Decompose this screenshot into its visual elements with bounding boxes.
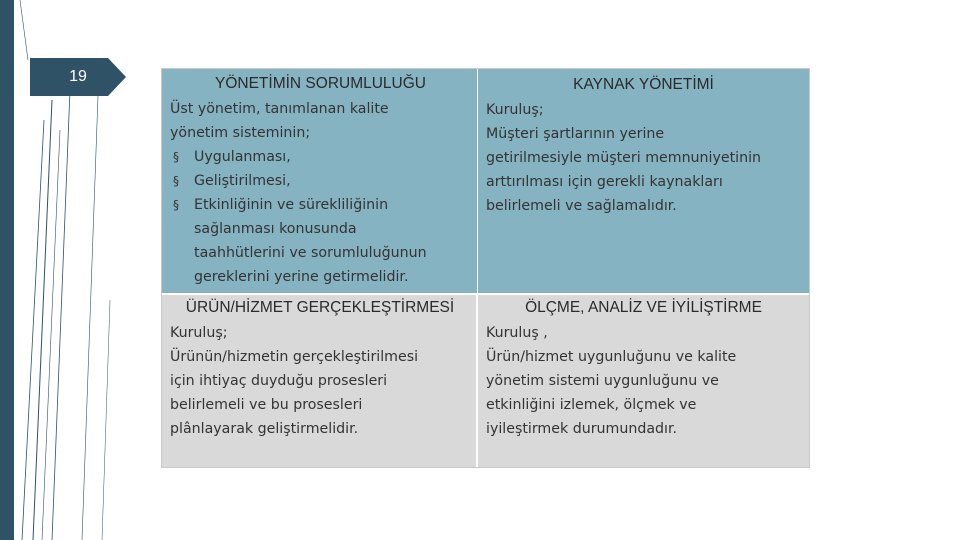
cell-line: Ürünün/hizmetin gerçekleştirilmesi — [170, 349, 419, 365]
cell-line: getirilmesiyle müşteri memnuniyetinin — [486, 150, 762, 166]
bullet-text: taahhütlerini ve sorumluluğunun — [194, 245, 427, 261]
bullet-text: Geliştirilmesi, — [194, 173, 291, 189]
bullet-marker: § — [173, 174, 179, 188]
cell-title: ÖLÇME, ANALİZ VE İYİLİŞTİRME — [525, 299, 762, 316]
list-item — [170, 145, 471, 169]
cell-line: belirlemeli ve bu prosesleri — [170, 397, 363, 413]
cell-title: YÖNETİMİN SORUMLULUĞU — [215, 75, 426, 92]
intro-line: Üst yönetim, tanımlanan kalite — [170, 101, 389, 117]
cell-resource-management — [478, 69, 809, 293]
bullet-text: Etkinliğinin ve sürekliliğinin — [194, 197, 389, 213]
cell-line: yönetim sistemi uygunluğunu ve — [486, 373, 719, 389]
bullet-text: sağlanması konusunda — [194, 221, 357, 237]
bullet-marker: § — [173, 150, 179, 164]
bullet-text: gereklerini yerine getirmelidir. — [194, 269, 409, 285]
intro-line: yönetim sisteminin; — [170, 125, 311, 141]
bullet-text: Uygulanması, — [194, 149, 291, 165]
cell-line: Ürün/hizmet uygunluğunu ve kalite — [486, 349, 737, 365]
bullet-list — [170, 145, 471, 289]
cell-line: Kuruluş , — [486, 325, 548, 341]
cell-measurement-analysis — [478, 293, 809, 467]
bullet-marker: § — [173, 198, 179, 212]
cell-title: ÜRÜN/HİZMET GERÇEKLEŞTİRMESİ — [185, 299, 455, 316]
cell-product-realization — [162, 293, 478, 467]
cell-line: belirlemeli ve sağlamalıdır. — [486, 198, 677, 214]
cell-line: için ihtiyaç duyduğu prosesleri — [170, 373, 388, 389]
cell-line: Kuruluş; — [486, 102, 544, 118]
list-item — [170, 193, 471, 289]
list-item — [170, 169, 471, 193]
content-table — [161, 68, 810, 468]
cell-line: iyileştirmek durumundadır. — [486, 421, 678, 437]
cell-line: Müşteri şartlarının yerine — [486, 126, 665, 142]
cell-line: plânlayarak geliştirmelidir. — [170, 421, 359, 437]
slide-number: 19 — [69, 68, 87, 85]
cell-line: Kuruluş; — [170, 325, 228, 341]
cell-management-responsibility — [162, 69, 478, 293]
cell-line: arttırılması için gerekli kaynakları — [486, 174, 723, 190]
cell-title: KAYNAK YÖNETİMİ — [573, 76, 714, 93]
cell-line: etkinliğini izlemek, ölçmek ve — [486, 397, 697, 413]
